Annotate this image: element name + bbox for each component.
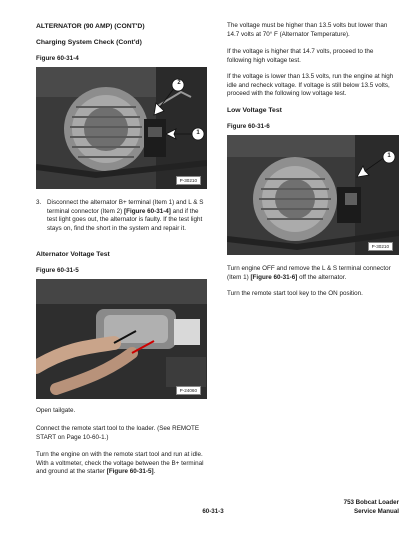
step-text <box>47 199 207 233</box>
figure-image-id: P-30210 <box>176 176 201 185</box>
footer-model: 753 Bobcat Loader <box>343 499 399 506</box>
subheading-alternator-voltage-test: Alternator Voltage Test <box>36 251 110 258</box>
paragraph-voltage-range: The voltage must be higher than 13.5 volts but lower than 14.7 volts at 70° F (Alternator Temperature). <box>227 22 388 38</box>
paragraph-open-tailgate: Open tailgate. <box>36 407 76 414</box>
paragraph-turn-engine-off-part-b: off the alternator. <box>299 273 347 281</box>
callout-label-2: 2 <box>177 80 181 86</box>
paragraph-turn-engine-off-part-a: Turn engine OFF and remove the L & S terminal connector (Item 1) <box>227 265 391 281</box>
figure-image-id: P-24060 <box>176 386 201 395</box>
figure-ls-terminal-connector <box>227 135 399 255</box>
figure-image-id: P-30210 <box>368 242 393 251</box>
step-text-part-b: and if the test light goes out, the alternator is faulty. If the test light stays on, find the short in the system and repair it. <box>47 207 203 232</box>
paragraph-connect-remote-start: Connect the remote start tool to the loader. (See REMOTE START on Page 10-60-1.) <box>36 425 200 441</box>
paragraph-turn-engine-off-figure-ref: [Figure 60-31-6] <box>250 273 298 281</box>
paragraph-turn-engine-on-part-a: Turn the engine on with the remote start tool and run at idle. With a voltmeter, check the voltage between the B+ terminal and ground at the starter <box>36 451 204 476</box>
paragraph-lower-voltage: If the voltage is lower than 13.5 volts, run the engine at high idle and recheck voltage. If voltage is still below 13.5 volts, proceed with the following low voltage test. <box>227 73 394 98</box>
step-number: 3. <box>36 199 42 206</box>
callout-label-1: 1 <box>196 130 200 136</box>
figure-starter-voltage-check <box>36 279 207 399</box>
figure-caption-60-31-5: Figure 60-31-5 <box>36 267 79 274</box>
paragraph-turn-engine-on <box>36 451 207 477</box>
step-text-part-a: Disconnect the alternator B+ terminal (Item 1) and L & S terminal connector (Item 2) <box>47 199 204 215</box>
paragraph-turn-engine-on-figure-ref: [Figure 60-31-5] <box>106 468 154 476</box>
section-heading: Charging System Check (Cont'd) <box>36 39 142 46</box>
callout-label-1: 1 <box>387 153 391 159</box>
figure-caption-60-31-6: Figure 60-31-6 <box>227 123 270 130</box>
figure-alternator-terminals <box>36 67 207 189</box>
starter-photo-illustration <box>36 279 207 399</box>
paragraph-higher-voltage: If the voltage is higher that 14.7 volts, proceed to the following high voltage test. <box>227 48 374 64</box>
subheading-low-voltage-test: Low Voltage Test <box>227 107 282 114</box>
page-header-title: ALTERNATOR (90 AMP) (CONT'D) <box>36 23 145 30</box>
paragraph-turn-engine-on-part-b: . <box>153 468 156 476</box>
footer-manual: Service Manual <box>353 508 399 515</box>
procedure-step-3 <box>36 199 207 245</box>
figure-caption-60-31-4: Figure 60-31-4 <box>36 55 79 62</box>
paragraph-turn-engine-off <box>227 265 399 282</box>
step-figure-ref: [Figure 60-31-4] <box>124 207 171 215</box>
page-number: 60-31-3 <box>202 508 224 515</box>
paragraph-remote-key-on: Turn the remote start tool key to the ON position. <box>227 290 363 297</box>
